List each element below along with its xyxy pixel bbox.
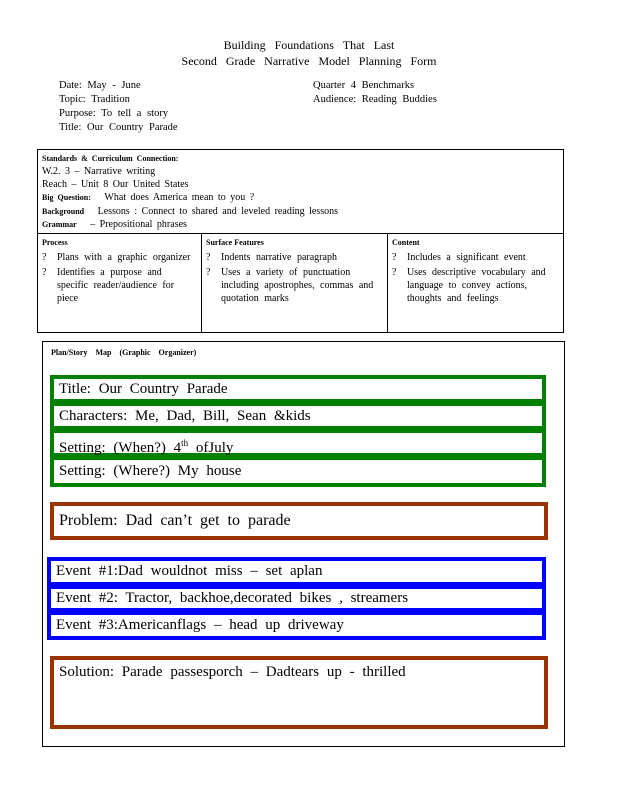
list-item: ? Indents narrative paragraph — [206, 252, 337, 263]
list-item: ? Uses descriptive vocabulary and language to convey actions, thoughts and feelings — [392, 267, 546, 304]
meta-purpose: Purpose: To tell a story — [59, 108, 169, 119]
bullet-icon: ? — [206, 267, 211, 278]
meta-right — [313, 79, 437, 107]
form-title-line2: Second Grade Narrative Model Planning Form — [181, 54, 437, 68]
meta-title: Title: Our Country Parade — [59, 122, 178, 133]
bullet-icon: ? — [392, 267, 397, 278]
grammar: Grammar – Prepositional phrases — [42, 219, 187, 230]
content-heading: Content — [392, 238, 420, 247]
big-question: Big Question: What does America mean to you ? — [42, 192, 255, 203]
content-column — [392, 236, 558, 307]
meta-date: Date: May - June — [59, 80, 141, 91]
event-3-row: Event #3:Americanflags – head up driveway — [47, 611, 546, 640]
bullet-icon: ? — [42, 252, 47, 263]
bullet-icon: ? — [206, 252, 211, 263]
bullet-icon: ? — [42, 267, 47, 278]
background-lessons: Background Lessons : Connect to shared and leveled reading lessons — [42, 206, 338, 217]
bullet-icon: ? — [392, 252, 397, 263]
list-item: ? Uses a variety of punctuation including apostrophes, commas and quotation marks — [206, 267, 374, 304]
standard-w23: W.2. 3 – Narrative writing — [42, 166, 156, 177]
column-divider-1 — [201, 234, 202, 332]
list-item: ? Identifies a purpose and specific reader/audience for piece — [42, 267, 175, 304]
meta-audience: Audience: Reading Buddies — [313, 94, 437, 105]
solution-row: Solution: Parade passesporch – Dadtears up - thrilled — [50, 656, 548, 729]
surface-features-heading: Surface Features — [206, 238, 264, 247]
process-column — [42, 236, 196, 307]
standards-divider — [38, 233, 563, 234]
standards-box — [37, 149, 564, 333]
list-item: ? Includes a significant event — [392, 252, 526, 263]
standards-heading: Standards & Curriculum Connection: — [42, 154, 179, 163]
setting-where-row: Setting: (Where?) My house — [50, 456, 546, 487]
list-item: ? Plans with a graphic organizer — [42, 252, 191, 263]
standard-reach: Reach – Unit 8 Our United States — [42, 179, 189, 190]
event-1-row: Event #1:Dad wouldnot miss – set aplan — [47, 557, 546, 586]
story-title-row: Title: Our Country Parade — [50, 375, 546, 403]
column-divider-2 — [387, 234, 388, 332]
event-2-row: Event #2: Tractor, backhoe,decorated bikes , streamers — [47, 585, 546, 612]
setting-when-row: Setting: (When?) 4th ofJuly — [50, 429, 546, 457]
problem-row: Problem: Dad can’t get to parade — [50, 502, 548, 540]
story-map-heading: Plan/Story Map (Graphic Organizer) — [51, 348, 197, 357]
meta-topic: Topic: Tradition — [59, 94, 130, 105]
surface-features-column — [206, 236, 382, 307]
form-title-line1: Building Foundations That Last — [223, 38, 395, 52]
meta-left — [59, 79, 178, 135]
meta-quarter: Quarter 4 Benchmarks — [313, 80, 415, 91]
characters-row: Characters: Me, Dad, Bill, Sean &kids — [50, 402, 546, 430]
process-heading: Process — [42, 238, 68, 247]
